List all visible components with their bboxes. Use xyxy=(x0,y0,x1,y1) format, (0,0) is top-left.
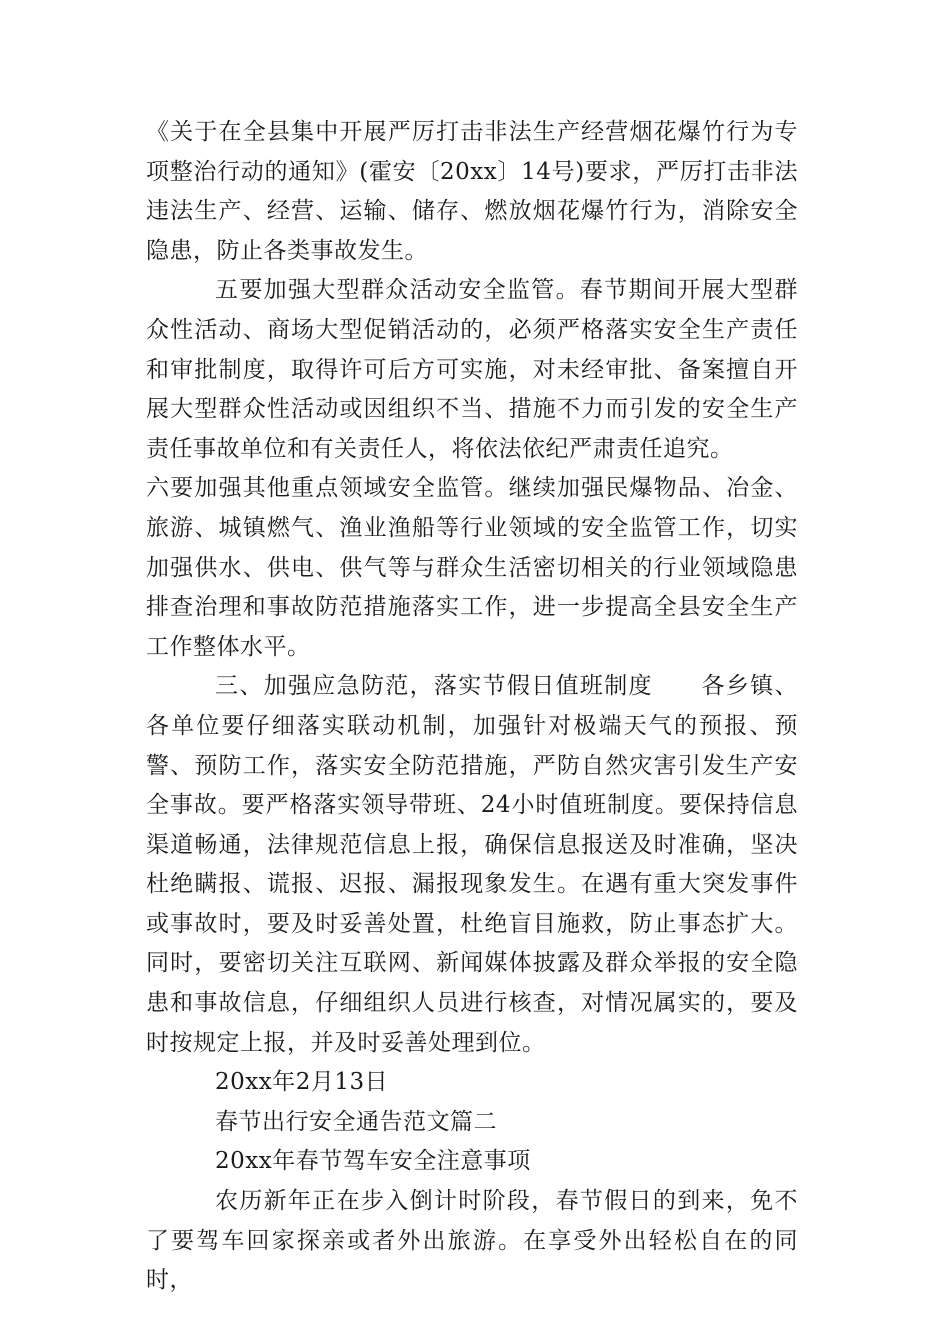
document-date: 20xx年2月13日 xyxy=(215,1069,389,1096)
paragraph-emergency-duty: 三、加强应急防范，落实节假日值班制度 各乡镇、各单位要仔细落实联动机制，加强针对极端天气的预报、预警、预防工作，落实安全防范措施，严防自然灾害引发生产安全事故。要严格落实领导带班、24小时值班制度。要保持信息渠道畅通，法律规范信息上报，确保信息报送及时准确，坚决杜绝瞒报、谎报、迟报、漏报现象发生。在遇有重大突发事件或事故时，要及时妥善处置，杜绝盲目施救，防止事态扩大。同时，要密切关注互联网、新闻媒体披露及群众举报的安全隐患和事故信息，仔细组织人员进行核查，对情况属实的，要及时按规定上报，并及时妥善处理到位。 xyxy=(146,673,798,1056)
paragraph-fireworks-notice: 《关于在全县集中开展严厉打击非法生产经营烟花爆竹行为专项整治行动的通知》(霍安〔20xx〕14号)要求，严厉打击非法违法生产、经营、运输、储存、燃放烟花爆竹行为，消除安全隐患，防止各类事故发生。 xyxy=(146,119,798,264)
paragraph-large-events: 五要加强大型群众活动安全监管。春节期间开展大型群众性活动、商场大型促销活动的，必须严格落实安全生产责任和审批制度，取得许可后方可实施，对未经审批、备案擅自开展大型群众性活动或因组织不当、措施不力而引发的安全生产责任事故单位和有关责任人，将依法依纪严肃责任追究。 xyxy=(146,277,798,462)
paragraph-driving-intro: 农历新年正在步入倒计时阶段，春节假日的到来，免不了要驾车回家探亲或者外出旅游。在享受外出轻松自在的同时， xyxy=(146,1188,798,1294)
article-title: 20xx年春节驾车安全注意事项 xyxy=(215,1148,531,1175)
document-body xyxy=(146,113,798,1301)
paragraph-other-key-areas: 六要加强其他重点领域安全监管。继续加强民爆物品、冶金、旅游、城镇燃气、渔业渔船等行业领域的安全监管工作，切实加强供水、供电、供气等与群众生活密切相关的行业领域隐患排查治理和事故防范措施落实工作，进一步提高全县安全生产工作整体水平。 xyxy=(146,475,798,660)
section-heading: 春节出行安全通告范文篇二 xyxy=(215,1108,497,1135)
